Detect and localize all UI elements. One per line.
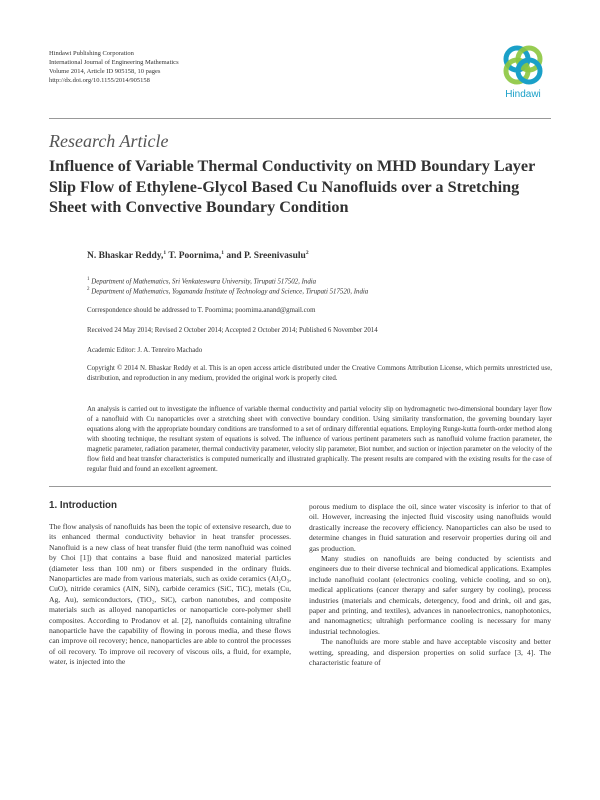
hindawi-logo [492,42,554,112]
header-divider [49,118,551,119]
abstract: An analysis is carried out to investigate the influence of variable thermal conductivity and partial velocity slip on hydromagnetic two-dimensional boundary layer flow of a nanofluid with Cu nanoparticles over a stretching sheet with convective boundary condition. Using similarity transformation, the governing boundary layer equations along with the appropriate boundary conditions are transformed to a set of ordinary differential equations. Employing Runge-kutta fourth-order method along with shooting technique, the resultant system of equations is solved. The influence of various pertinent parameters such as nanofluid volume fraction parameter, the magnetic parameter, radiation parameter, thermal conductivity parameter, velocity slip parameter, Biot number, and suction or injection parameter on the velocity of the flow field and heat transfer characteristics is computed numerically and illustrated graphically. The present results are compared with the existing results for the case of regular fluid and found an excellent agreement. [87,406,552,473]
affiliation: $^2$ Department of Mathematics, Yogananda Institute of Technology and Science, Tirupati 517520, India [87,287,369,296]
academic-editor: Academic Editor: J. A. Tenreiro Machado [87,347,203,354]
copyright-notice: Copyright © 2014 N. Bhaskar Reddy et al. This is an open access article distributed under the Creative Commons Attribution License, which permits unrestricted use, distribution, and reproduction in any medium, provided the original work is properly cited. [87,365,552,382]
author: T. Poornima, [168,251,222,262]
paragraph: The flow analysis of nanofluids has been the topic of extensive research, due to its enhanced thermal conductivity behavior in heat transfer processes. Nanofluid is a new class of heat transfer fluid (the term nanofluid was coined by Choi [1]) that contains a base fluid and nanosized material particles (diameter less than 100 nm) or fibers suspended in the ordinary fluids. Nanoparticles are made from various materials, such as oxide ceramics (Al₂O₃, CuO), nitride ceramics (AlN, SiN), carbide ceramics (SiC, TiC), metals (Cu, Ag, Au), semiconductors, (TiO₂, SiC), carbon nanotubes, and composite materials such as alloyed nanoparticles or nanoparticle core-polymer shell composites. According to Prodanov et al. [2], nanofluids containing ultrafine nanoparticle have the capability of flowing in porous media, and these flows can improve oil recovery; hence, nanoparticles are able to control the processes of oil recovery. To improve oil recovery of viscous oils, a fluid, for example, water, is injected into the [49,522,291,667]
logo-text: Hindawi [505,89,541,100]
hindawi-logo-icon [500,42,546,88]
right-column [309,502,551,669]
paragraph: The nanofluids are more stable and have acceptable viscosity and better wetting, spreading, and dispersion properties on solid surface [3, 4]. The characteristic feature of [309,637,551,668]
correspondence: Correspondence should be addressed to T. Poornima; poornima.anand@gmail.com [87,307,316,314]
doi-link[interactable]: http://dx.doi.org/10.1155/2014/905158 [49,77,150,84]
paragraph: Many studies on nanofluids are being conducted by scientists and engineers due to their diverse technical and biomedical applications. Examples include nanofluid coolant (electronics cooling, vehicle cooling, and so on), medical applications (cancer therapy and safer surgery by cooling), process industries (materials and chemicals, detergency, food and drink, oil and gas, paper and printing, and textiles), advances in nanoelectronics, nanophotonics, and nanomagnetics; ultrahigh performance cooling is necessary for many industrial technologies. [309,554,551,636]
publisher: Hindawi Publishing Corporation [49,50,134,57]
volume-info: Volume 2014, Article ID 905158, 10 pages [49,68,161,75]
journal-header [49,49,179,85]
journal-name: International Journal of Engineering Mathematics [49,59,179,66]
author-list: N. Bhaskar Reddy,$^1$ T. Poornima,$^1$ and P. Sreenivasulu$^2$ [87,250,309,262]
paper-title: Influence of Variable Thermal Conductivity on MHD Boundary Layer Slip Flow of Ethylene-Glycol Based Cu Nanofluids over a Stretching Sheet with Convective Boundary Condition [49,157,535,216]
author: N. Bhaskar Reddy, [87,251,164,262]
left-column [49,522,291,668]
abstract-divider [49,486,551,487]
publication-dates: Received 24 May 2014; Revised 2 October 2014; Accepted 2 October 2014; Published 6 November 2014 [87,327,378,334]
article-type: Research Article [49,131,169,151]
affiliation: $^1$ Department of Mathematics, Sri Venkateswara University, Tirupati 517502, India [87,277,317,286]
author: and P. Sreenivasulu [226,251,306,262]
section-heading: 1. Introduction [49,500,118,511]
paragraph: porous medium to displace the oil, since water viscosity is inferior to that of oil. However, increasing the injected fluid viscosity using nanofluids would drastically increase the recovery efficiency. Nanoparticles can also be used to determine changes in fluid saturation and reservoir properties during oil and gas production. [309,502,551,553]
